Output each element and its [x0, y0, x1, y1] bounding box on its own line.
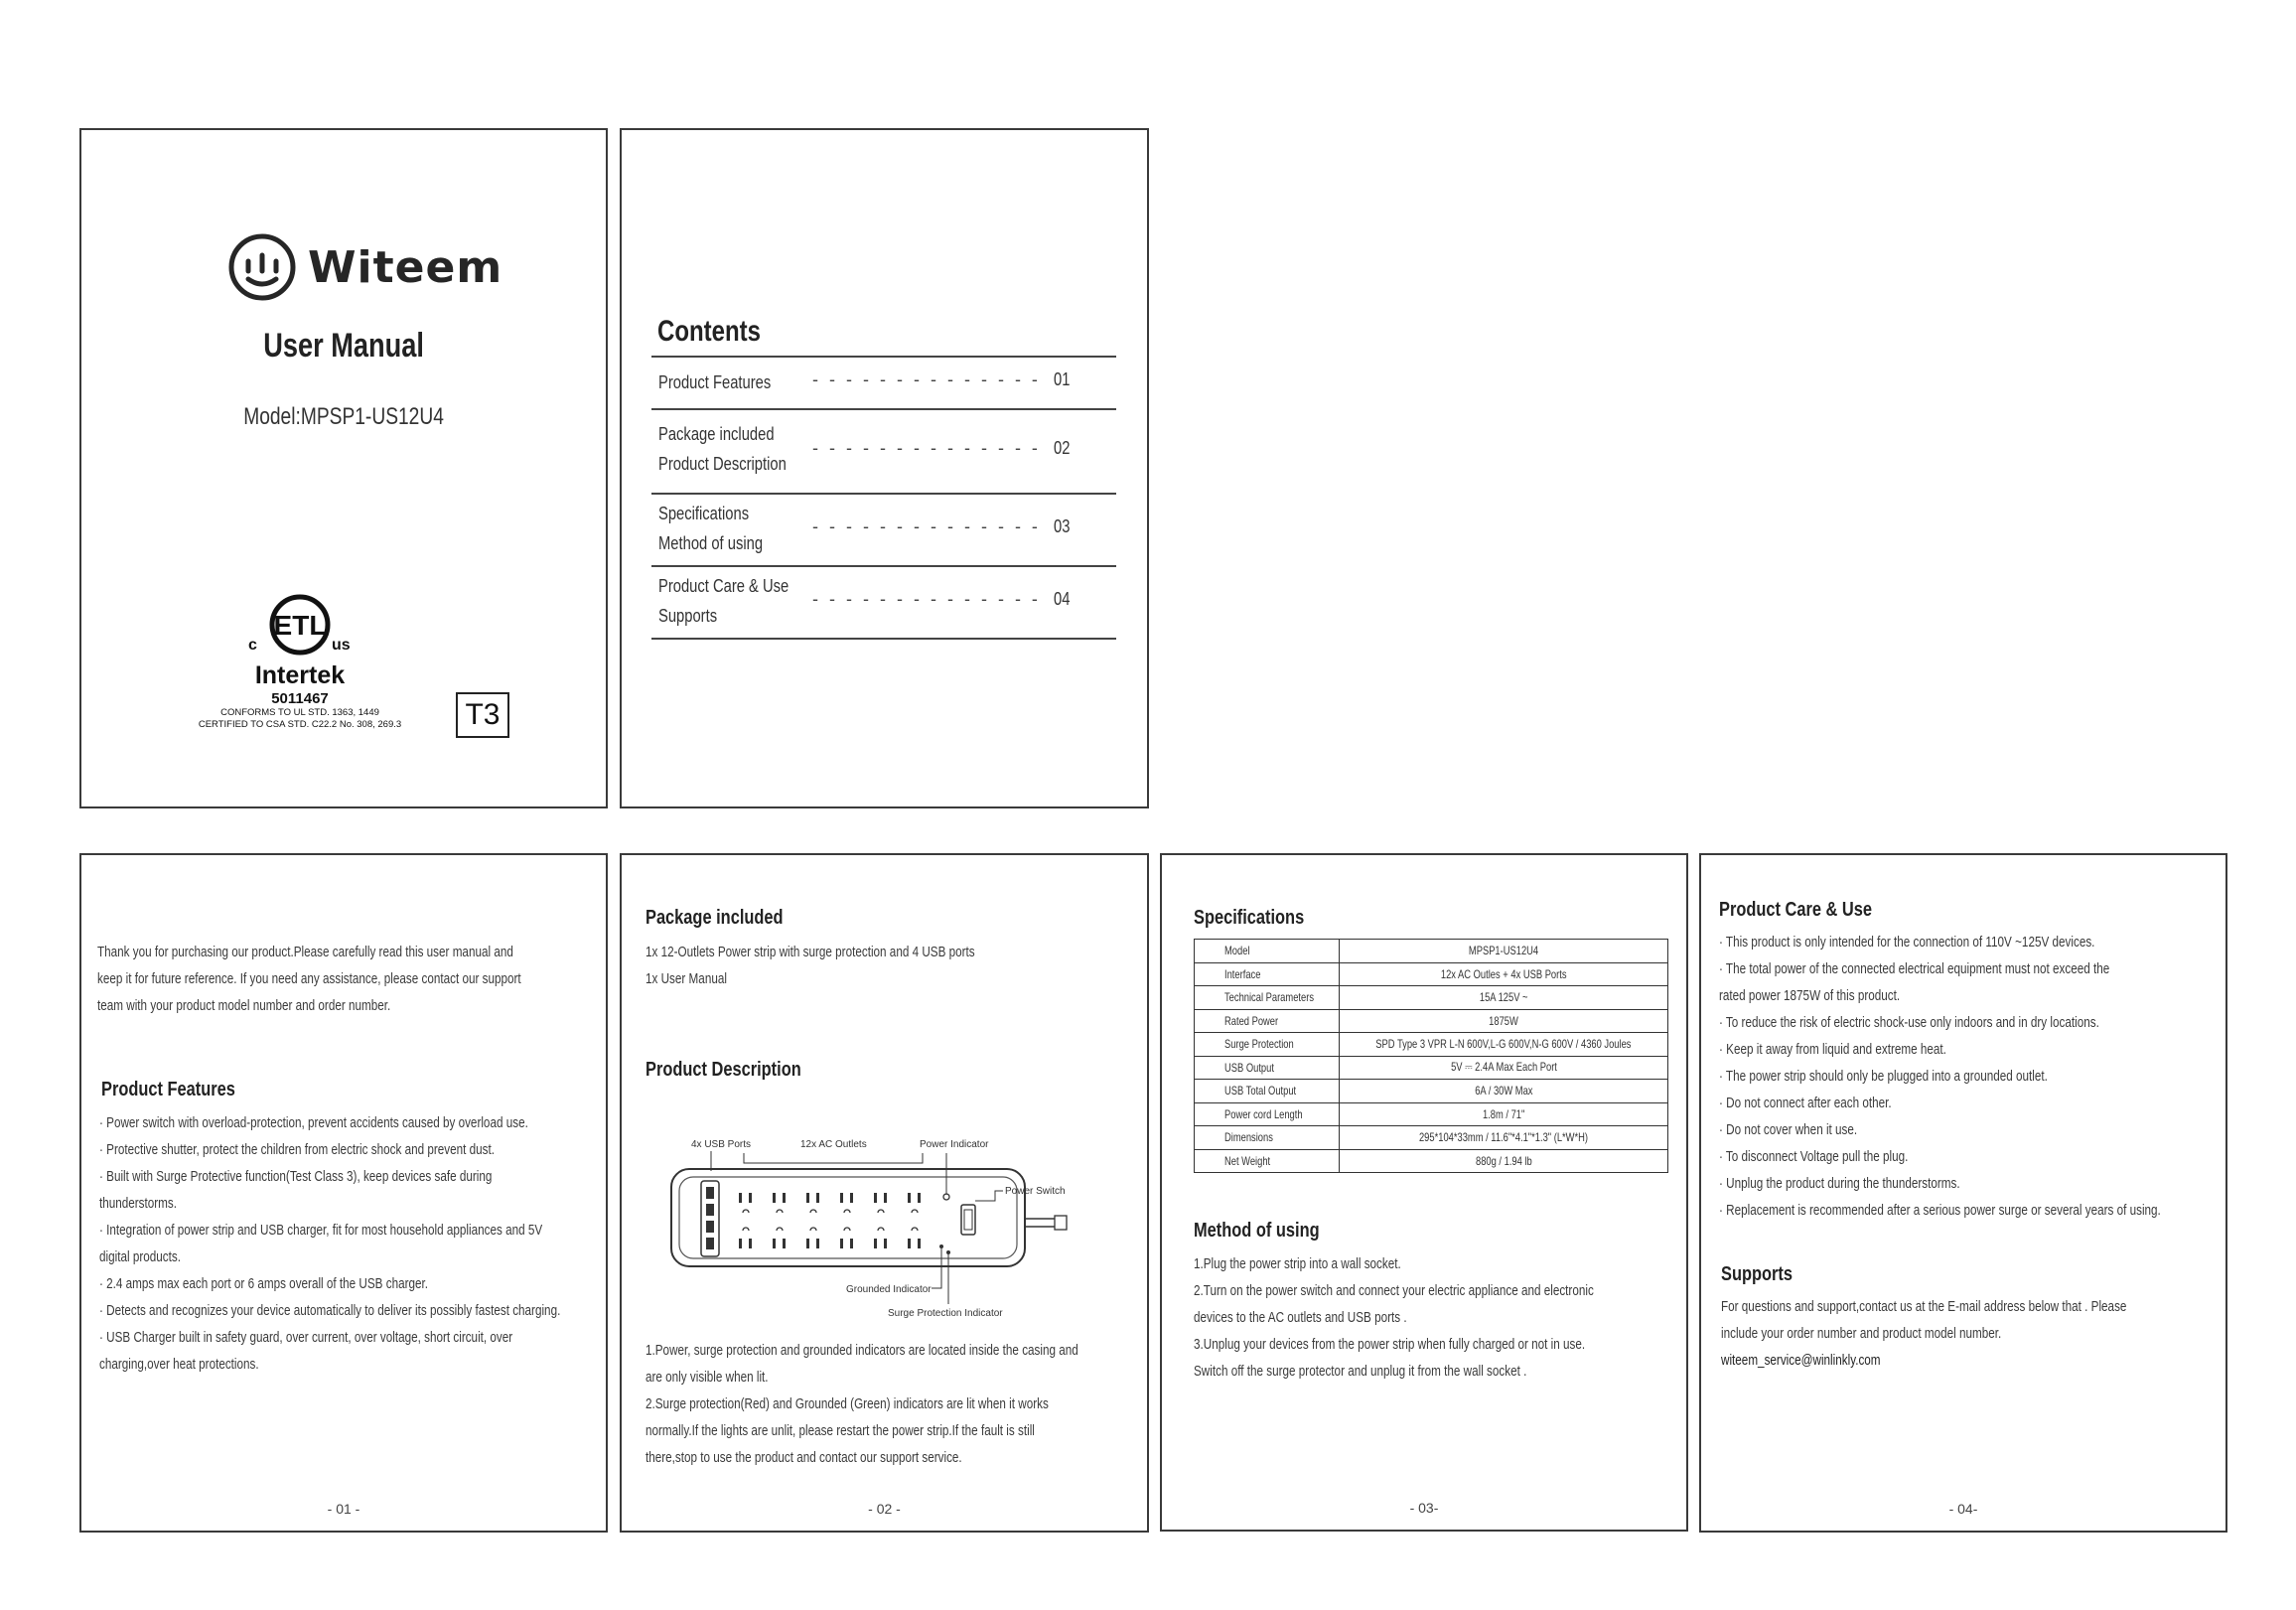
toc-leader: - - - - - - - - - - - - - - — [812, 516, 1041, 536]
method-steps — [1194, 1250, 1594, 1385]
toc-entry-label: Package included — [658, 424, 775, 444]
toc-page-number: 04 — [1054, 589, 1071, 609]
power-strip-diagram — [661, 1121, 1098, 1330]
diagram-label-usb: 4x USB Ports — [691, 1139, 752, 1150]
manual-title: User Manual — [263, 327, 424, 365]
list-item: Switch off the surge protector and unplug it from the wall socket . — [1194, 1363, 1527, 1380]
page-04 — [1699, 853, 2227, 1533]
list-item: · 2.4 amps max each port or 6 amps overall of the USB charger. — [99, 1275, 429, 1292]
page-02 — [620, 853, 1149, 1533]
features-heading: Product Features — [101, 1079, 235, 1100]
contents-title: Contents — [657, 315, 761, 348]
table-row: Model MPSP1-US12U4 — [1195, 940, 1668, 963]
diagram-label-surge: Surge Protection Indicator — [888, 1308, 1003, 1319]
toc-entry — [651, 358, 1116, 410]
list-item: there,stop to use the product and contact our support service. — [646, 1449, 962, 1466]
page-01 — [79, 853, 608, 1533]
list-item: 3.Unplug your devices from the power strip when fully charged or not in use. — [1194, 1336, 1586, 1353]
list-item: devices to the AC outlets and USB ports . — [1194, 1309, 1407, 1326]
svg-text:ETL: ETL — [273, 610, 327, 641]
support-email-link[interactable]: witeem_service@winlinkly.com — [1721, 1352, 1881, 1369]
toc-leader: - - - - - - - - - - - - - - — [812, 438, 1041, 458]
list-item: digital products. — [99, 1248, 181, 1265]
diagram-label-power-switch: Power Switch — [1005, 1186, 1066, 1197]
list-item: · This product is only intended for the connection of 110V ~125V devices. — [1719, 934, 2095, 951]
list-item: · Unplug the product during the thunderstorms. — [1719, 1175, 1960, 1192]
list-item: · The total power of the connected electrical equipment must not exceed the — [1719, 960, 2110, 977]
cert-csa-line: CERTIFIED TO CSA STD. C22.2 No. 308, 269.3 — [198, 719, 402, 730]
list-item: normally.If the lights are unlit, please restart the power strip.If the fault is still — [646, 1422, 1035, 1439]
diagram-label-power-indicator: Power Indicator — [920, 1139, 989, 1150]
diagram-label-ac: 12x AC Outlets — [800, 1139, 867, 1150]
table-row: Rated Power 1875W — [1195, 1009, 1668, 1033]
toc-entry — [651, 567, 1116, 640]
certification-block — [171, 589, 429, 731]
table-row: Power cord Length 1.8m / 71" — [1195, 1102, 1668, 1126]
table-row: USB Output 5V ⎓ 2.4A Max Each Port — [1195, 1056, 1668, 1080]
care-list — [1719, 929, 2161, 1224]
page-number: - 02 - — [868, 1501, 901, 1517]
list-item: 2.Turn on the power switch and connect your electric appliance and electronic — [1194, 1282, 1594, 1299]
list-item: 2.Surge protection(Red) and Grounded (Green) indicators are lit when it works — [646, 1395, 1049, 1412]
list-item: · The power strip should only be plugged into a grounded outlet. — [1719, 1068, 2048, 1085]
supports-heading: Supports — [1721, 1263, 1793, 1285]
toc-page-number: 01 — [1054, 369, 1071, 389]
toc-page-number: 03 — [1054, 516, 1071, 536]
list-item: · Keep it away from liquid and extreme heat. — [1719, 1041, 1946, 1058]
list-item: · Do not connect after each other. — [1719, 1095, 1892, 1111]
page-number: - 01 - — [327, 1501, 360, 1517]
care-heading: Product Care & Use — [1719, 899, 1873, 921]
method-heading: Method of using — [1194, 1220, 1320, 1242]
toc-entry — [651, 410, 1116, 495]
cert-lab-name: Intertek — [254, 661, 346, 689]
supports-text: For questions and support,contact us at the E-mail address below that . Please include your order number and product model number. witeem_service@winlinkly.com — [1721, 1293, 2126, 1374]
toc-entry-label: Product Description — [658, 454, 787, 474]
specs-heading: Specifications — [1194, 907, 1305, 929]
page-number: - 04- — [1948, 1501, 1978, 1517]
list-item: 1.Plug the power strip into a wall socket. — [1194, 1255, 1401, 1272]
cert-number: 5011467 — [271, 690, 329, 707]
table-row: Surge Protection SPD Type 3 VPR L-N 600V,L-G 600V,N-G 600V / 4360 Joules — [1195, 1033, 1668, 1057]
intro-text: Thank you for purchasing our product.Please carefully read this user manual and keep it for future reference. If you need any assistance, please contact our support team with your product model number and order number. — [97, 944, 521, 1014]
table-of-contents — [651, 356, 1116, 640]
toc-entry-label: Specifications — [658, 504, 750, 523]
toc-entry-label: Supports — [658, 606, 718, 626]
list-item: · To reduce the risk of electric shock-use only indoors and in dry locations. — [1719, 1014, 2099, 1031]
list-item: · Detects and recognizes your device automatically to deliver its possibly fastest charging. — [99, 1302, 561, 1319]
list-item: 1.Power, surge protection and grounded indicators are located inside the casing and — [646, 1342, 1078, 1359]
model-number: Model:MPSP1-US12U4 — [243, 403, 444, 430]
toc-entry — [651, 495, 1116, 567]
cert-mark-right: us — [332, 637, 351, 654]
description-notes — [646, 1337, 1078, 1471]
features-list — [99, 1109, 560, 1378]
list-item: · Replacement is recommended after a serious power surge or several years of using. — [1719, 1202, 2161, 1219]
table-row: Net Weight 880g / 1.94 lb — [1195, 1149, 1668, 1173]
toc-page-number: 02 — [1054, 438, 1071, 458]
list-item: · Do not cover when it use. — [1719, 1121, 1858, 1138]
list-item: · Protective shutter, protect the children from electric shock and prevent dust. — [99, 1141, 495, 1158]
list-item: · Power switch with overload-protection, prevent accidents caused by overload use. — [99, 1114, 528, 1131]
table-row: Technical Parameters 15A 125V ~ — [1195, 986, 1668, 1010]
toc-leader: - - - - - - - - - - - - - - — [812, 369, 1041, 389]
list-item: · Built with Surge Protective function(Test Class 3), keep devices safe during — [99, 1168, 493, 1185]
toc-entry-label: Product Care & Use — [658, 576, 789, 596]
package-list — [646, 939, 975, 992]
cert-conformance-line: CONFORMS TO UL STD. 1363, 1449 — [220, 707, 379, 718]
page-03 — [1160, 853, 1688, 1532]
list-item: 1x 12-Outlets Power strip with surge protection and 4 USB ports — [646, 944, 975, 960]
list-item: are only visible when lit. — [646, 1369, 769, 1386]
page-number: - 03- — [1409, 1500, 1439, 1516]
test-class-badge: T3 — [456, 692, 509, 738]
etl-mark-icon — [171, 589, 429, 663]
toc-leader: - - - - - - - - - - - - - - — [812, 589, 1041, 609]
brand-logo — [226, 231, 502, 303]
table-row: USB Total Output 6A / 30W Max — [1195, 1080, 1668, 1103]
toc-entry-label: Product Features — [658, 372, 772, 392]
list-item: · To disconnect Voltage pull the plug. — [1719, 1148, 1909, 1165]
list-item: · USB Charger built in safety guard, over current, over voltage, short circuit, over — [99, 1329, 513, 1346]
list-item: thunderstorms. — [99, 1195, 178, 1212]
table-row: Dimensions 295*104*33mm / 11.6"*4.1"*1.3" (L*W*H) — [1195, 1126, 1668, 1150]
package-heading: Package included — [646, 907, 784, 929]
brand-name: Witeem — [308, 241, 503, 293]
list-item: 1x User Manual — [646, 970, 727, 987]
list-item: rated power 1875W of this product. — [1719, 987, 1901, 1004]
cert-mark-left: c — [248, 637, 257, 654]
list-item: · Integration of power strip and USB charger, fit for most household appliances and 5V — [99, 1222, 543, 1239]
table-row: Interface 12x AC Outles + 4x USB Ports — [1195, 962, 1668, 986]
cover-page — [79, 128, 608, 808]
specs-table — [1194, 939, 1668, 1173]
diagram-label-grounded: Grounded Indicator — [846, 1284, 932, 1295]
list-item: charging,over heat protections. — [99, 1356, 259, 1373]
description-heading: Product Description — [646, 1059, 801, 1081]
toc-entry-label: Method of using — [658, 533, 764, 553]
contents-page — [620, 128, 1149, 808]
witeem-logo-icon — [226, 231, 298, 303]
